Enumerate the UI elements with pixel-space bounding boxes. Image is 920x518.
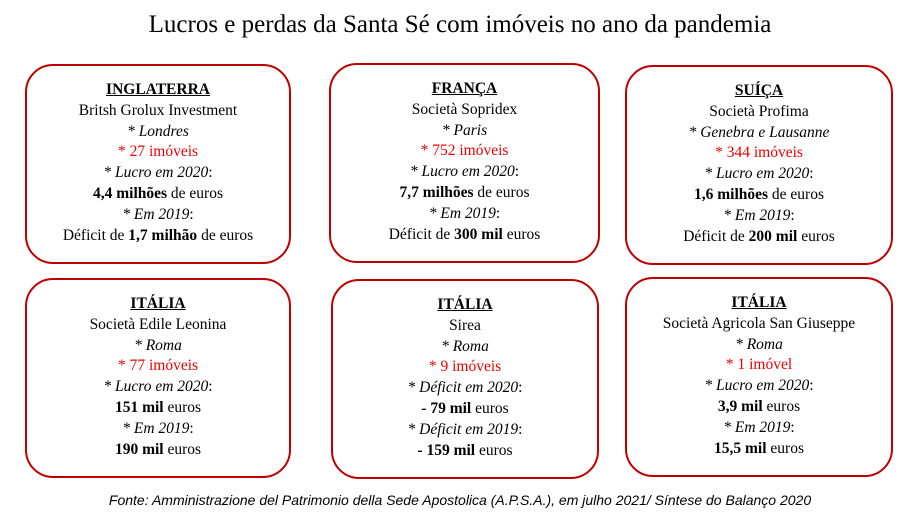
card-city: * Roma	[441, 337, 489, 355]
card-company: Società Profima	[709, 102, 809, 120]
card-country: ITÁLIA	[437, 296, 493, 313]
card-label-2020: * Déficit em 2020:	[407, 379, 523, 397]
card-amount-2020: 151 mil euros	[114, 398, 202, 416]
card-properties: * 1 imóvel	[725, 356, 793, 374]
card-city: * Londres	[127, 122, 189, 140]
card-amount-2019: Déficit de 1,7 milhão de euros	[62, 226, 254, 244]
card-company: Sirea	[449, 316, 481, 334]
card-label-2019: * Em 2019:	[723, 206, 795, 224]
card-label-2020: * Lucro em 2020:	[409, 163, 520, 181]
card-amount-2019: Déficit de 300 mil euros	[388, 225, 541, 243]
card-suica	[625, 65, 893, 265]
card-label-2020: * Lucro em 2020:	[103, 378, 213, 396]
card-properties: * 27 imóveis	[117, 143, 199, 161]
card-italia-san-giuseppe	[625, 277, 893, 477]
card-italia-sirea	[331, 279, 599, 479]
card-label-2019: * Em 2019:	[428, 204, 501, 222]
card-amount-2019: - 159 mil euros	[417, 441, 513, 459]
card-inglaterra	[25, 64, 291, 264]
card-country: INGLATERRA	[106, 81, 210, 98]
card-company: Britsh Grolux Investment	[78, 101, 238, 119]
card-properties: * 344 imóveis	[715, 144, 803, 162]
card-label-2020: * Lucro em 2020:	[704, 165, 814, 183]
card-franca	[329, 63, 600, 263]
card-company: Società Sopridex	[411, 100, 518, 118]
card-amount-2020: 7,7 milhões de euros	[399, 183, 530, 201]
card-amount-2020: 3,9 mil euros	[717, 397, 801, 415]
card-country: SUÍÇA	[734, 82, 784, 99]
card-amount-2019: 190 mil euros	[114, 440, 202, 458]
card-amount-2019: Déficit de 200 mil euros	[683, 227, 835, 245]
card-label-2020: * Lucro em 2020:	[704, 377, 814, 395]
card-label-2019: * Em 2019:	[723, 418, 795, 436]
card-country: FRANÇA	[431, 80, 498, 97]
source-note: Fonte: Amministrazione del Patrimonio della Sede Apostolica (A.P.S.A.), em julho 2021/ Síntese do Balanço 2020	[108, 492, 812, 508]
card-label-2019: * Déficit em 2019:	[407, 420, 523, 438]
card-italia-edile-leonina	[25, 278, 291, 478]
card-amount-2020: 4,4 milhões de euros	[92, 184, 223, 202]
card-amount-2020: 1,6 milhões de euros	[693, 185, 824, 203]
card-city: * Paris	[441, 121, 488, 139]
card-company: Società Edile Leonina	[89, 315, 227, 333]
card-amount-2020: - 79 mil euros	[421, 399, 509, 417]
card-properties: * 77 imóveis	[117, 357, 199, 375]
card-country: ITÁLIA	[731, 294, 787, 311]
card-properties: * 9 imóveis	[428, 358, 502, 376]
page-title: Lucros e perdas da Santa Sé com imóveis no ano da pandemia	[148, 11, 772, 38]
card-company: Società Agricola San Giuseppe	[662, 314, 856, 332]
card-city: * Roma	[134, 336, 182, 354]
card-city: * Roma	[735, 335, 783, 353]
card-city: * Genebra e Lausanne	[688, 123, 830, 141]
card-label-2019: * Em 2019:	[122, 205, 194, 223]
card-label-2020: * Lucro em 2020:	[103, 164, 213, 182]
card-country: ITÁLIA	[130, 295, 186, 312]
card-properties: * 752 imóveis	[420, 142, 509, 160]
card-label-2019: * Em 2019:	[122, 419, 194, 437]
card-amount-2019: 15,5 mil euros	[714, 439, 804, 457]
